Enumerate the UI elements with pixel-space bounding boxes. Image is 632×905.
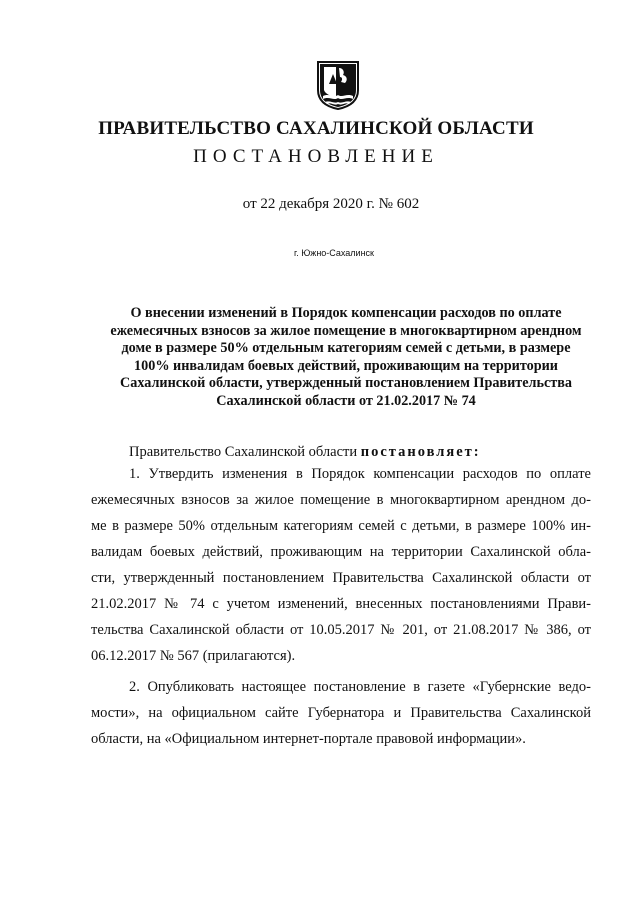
paragraph-line: 06.12.2017 № 567 (прилагаются).	[91, 648, 296, 664]
title-line: Сахалинской области, утвержденный постановлением Правительства	[119, 375, 573, 391]
organization-name: ПРАВИТЕЛЬСТВО САХАЛИНСКОЙ ОБЛАСТИ	[98, 118, 534, 139]
paragraph-line: мости», на официальном сайте Губернатора и Правительства Сахалинской	[91, 705, 591, 721]
document-type: ПОСТАНОВЛЕНИЕ	[193, 146, 439, 167]
paragraph-line: области, на «Официальном интернет-портале правовой информации».	[91, 731, 526, 747]
sakhalin-coat-of-arms-icon	[315, 60, 361, 110]
intro-line	[129, 444, 481, 461]
title-line: доме в размере 50% отдельным категориям семей с детьми, в размере	[121, 340, 571, 356]
intro-emphasis: постановляет:	[360, 444, 481, 460]
paragraph-line: тельства Сахалинской области от 10.05.2017 № 201, от 21.08.2017 № 386, от	[91, 622, 591, 638]
document-title	[96, 305, 596, 410]
title-line: Сахалинской области от 21.02.2017 № 74	[216, 392, 476, 409]
paragraph-2	[91, 674, 591, 752]
document-date-number: от 22 декабря 2020 г. № 602	[242, 196, 420, 212]
paragraph-line: 21.02.2017 № 74 с учетом изменений, внесенных постановлениями Прави-	[91, 596, 591, 612]
title-line: О внесении изменений в Порядок компенсации расходов по оплате	[130, 305, 562, 321]
title-line: ежемесячных взносов за жилое помещение в многоквартирном арендном	[110, 322, 582, 339]
paragraph-line: ежемесячных взносов за жилое помещение в многоквартирном арендном до-	[91, 492, 591, 508]
paragraph-1	[91, 461, 591, 669]
document-city: г. Южно-Сахалинск	[294, 248, 374, 258]
paragraph-line: ме в размере 50% отдельным категориям семей с детьми, в размере 100% ин-	[91, 518, 591, 534]
paragraph-line: сти, утвержденный постановлением Правительства Сахалинской области от	[91, 570, 591, 586]
paragraph-line: 1. Утвердить изменения в Порядок компенсации расходов по оплате	[129, 466, 591, 482]
intro-text: Правительство Сахалинской области	[129, 444, 361, 460]
title-line: 100% инвалидам боевых действий, проживающим на территории	[134, 357, 558, 374]
paragraph-line: 2. Опубликовать настоящее постановление в газете «Губернские ведо-	[129, 679, 591, 695]
paragraph-line: валидам боевых действий, проживающим на территории Сахалинской обла-	[91, 544, 591, 560]
